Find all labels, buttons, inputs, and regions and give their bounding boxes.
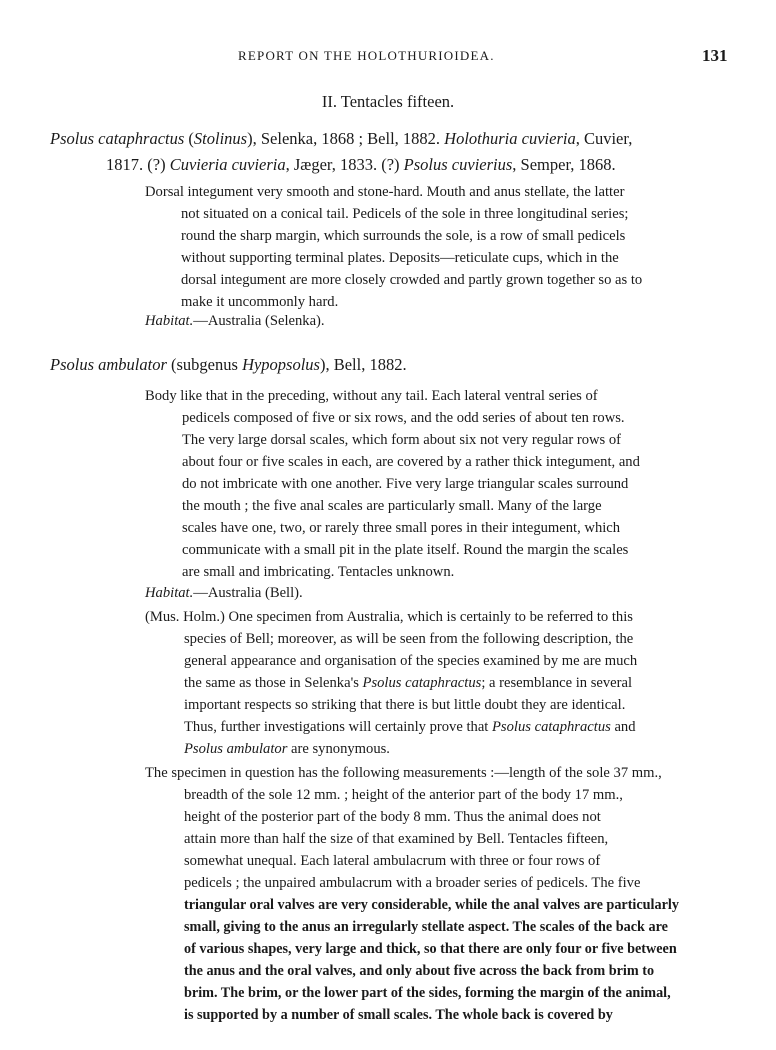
specimen-line: triangular oral valves are very considerable, while the anal valves are particularly [184,897,679,913]
museum-note-line: important respects so striking that there is but little doubt they are identical. [184,697,626,713]
species-name: Psolus cataphractus [492,719,611,735]
habitat-label: Habitat. [145,585,194,601]
specimen-line: is supported by a number of small scales. The whole back is covered by [184,1007,613,1023]
text-run: ), Bell, 1882. [319,355,407,374]
description-line: Dorsal integument very smooth and stone-hard. Mouth and anus stellate, the latter [145,184,625,200]
description-line: the mouth ; the five anal scales are particularly small. Many of the large [182,498,602,514]
specimen-line: attain more than half the size of that examined by Bell. Tentacles fifteen, [184,831,609,847]
museum-note-line: (Mus. Holm.) One specimen from Australia, which is certainly to be referred to this [145,609,633,625]
description-line: not situated on a conical tail. Pedicels of the sole in three longitudinal series; [181,206,629,222]
text-run: Thus, further investigations will certainly prove that [184,719,493,735]
running-header [0,46,776,68]
synonym-name: Holothuria cuvieria [444,129,576,148]
specimen-line: brim. The brim, or the lower part of the sides, forming the margin of the animal, [184,985,671,1001]
synonym-author: Stolinus [193,129,248,148]
text-run: ( [184,129,194,148]
specimen-line: The specimen in question has the following measurements :—length of the sole 37 mm., [145,765,662,781]
synonym-name: Psolus cuvierius [403,155,513,174]
specimen-line: the anus and the oral valves, and only about five across the back from brim to [184,963,655,979]
specimen-line: somewhat unequal. Each lateral ambulacrum with three or four rows of [184,853,601,869]
running-title: REPORT ON THE HOLOTHURIOIDEA. [238,48,495,63]
text-run: , Cuvier, [575,129,633,148]
species-title-line [50,355,407,375]
museum-note-line [184,741,390,758]
habitat-line [145,585,303,602]
description-line: round the sharp margin, which surrounds the sole, is a row of small pedicels [181,228,626,244]
species-title-line-1 [50,129,632,149]
museum-note-line: species of Bell; moreover, as will be seen from the following description, the [184,631,634,647]
text-run: , Semper, 1868. [512,155,616,174]
specimen-line: breadth of the sole 12 mm. ; height of the anterior part of the body 17 mm., [184,787,623,803]
text-run: the same as those in Selenka's [184,675,363,691]
description-line: scales have one, two, or rarely three small pores in their integument, which [182,520,621,536]
description-line: without supporting terminal plates. Deposits—reticulate cups, which in the [181,250,619,266]
text-run: and [610,719,636,735]
description-line: pedicels composed of five or six rows, and the odd series of about ten rows. [182,410,625,426]
species-name: Psolus cataphractus [362,675,482,691]
text-run: 1817. (?) [106,155,170,174]
species-name: Psolus ambulator [184,741,288,757]
species-title-line-2 [106,155,616,175]
description-line: do not imbricate with one another. Five very large triangular scales surround [182,476,629,492]
habitat-line [145,313,325,330]
description-line: dorsal integument are more closely crowded and partly grown together so as to [181,272,643,288]
page-number: 131 [702,46,728,65]
museum-note-line [184,675,632,692]
text-run: ; a resemblance in several [481,675,633,691]
description-line: about four or five scales in each, are covered by a rather thick integument, and [182,454,640,470]
specimen-line: height of the posterior part of the body 8 mm. Thus the animal does not [184,809,601,825]
description-line: are small and imbricating. Tentacles unknown. [182,564,455,580]
synonym-name: Cuvieria cuvieria [169,155,286,174]
habitat-text: —Australia (Bell). [193,585,303,601]
description-line: communicate with a small pit in the plate itself. Round the margin the scales [182,542,629,558]
specimen-line: of various shapes, very large and thick, so that there are only four or five between [184,941,677,957]
habitat-label: Habitat. [145,313,194,329]
habitat-text: —Australia (Selenka). [193,313,325,329]
subgenus-name: Hypopsolus [242,355,320,374]
section-heading: II. Tentacles fifteen. [321,92,455,111]
text-run: are synonymous. [287,741,390,757]
museum-note-line [184,719,636,736]
text-run: ), Selenka, 1868 ; Bell, 1882. [247,129,445,148]
description-line: Body like that in the preceding, without any tail. Each lateral ventral series of [145,388,598,404]
text-run: , Jæger, 1833. (?) [285,155,404,174]
specimen-line: pedicels ; the unpaired ambulacrum with a broader series of pedicels. The five [184,875,641,891]
description-line: The very large dorsal scales, which form about six not very regular rows of [182,432,622,448]
text-run: (subgenus [166,355,243,374]
museum-note-line: general appearance and organisation of the species examined by me are much [184,653,638,669]
description-line: make it uncommonly hard. [181,294,339,310]
specimen-line: small, giving to the anus an irregularly stellate aspect. The scales of the back are [184,919,668,935]
species-name: Psolus ambulator [50,355,167,374]
species-name: Psolus cataphractus [50,129,185,148]
